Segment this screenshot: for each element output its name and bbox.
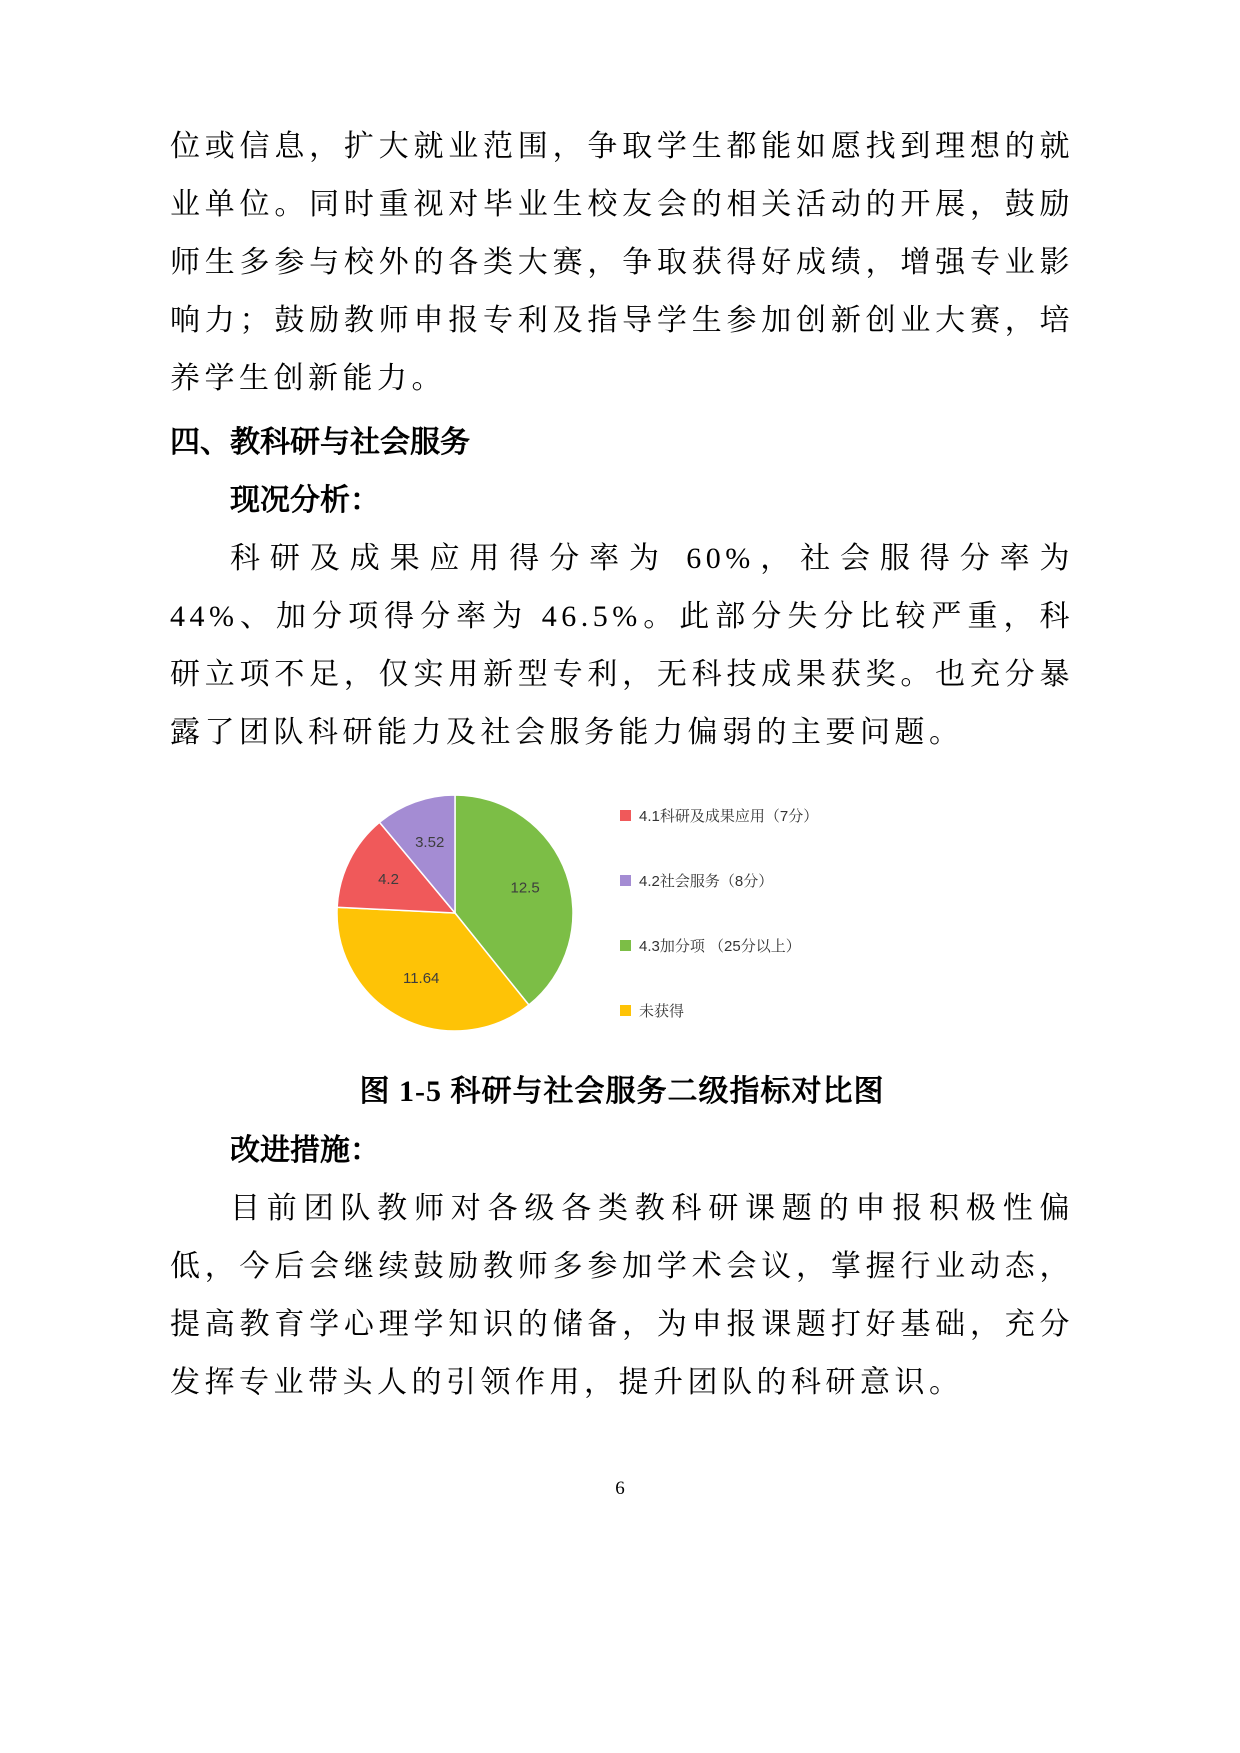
pie-slice-value-label: 4.2 (378, 870, 399, 888)
pie-chart (330, 788, 580, 1038)
pie-slice-value-label: 12.5 (510, 879, 540, 897)
legend-item (620, 870, 818, 891)
legend-label: 未获得 (639, 1003, 685, 1020)
legend-item (620, 1000, 818, 1021)
paragraph-improvement: 目前团队教师对各级各类教科研课题的申报积极性偏低，今后会继续鼓励教师多参加学术会议，掌握行业动态，提高教育学心理学知识的储备，为申报课题打好基础，充分发挥专业带头人的引领作用，提升团队的科研意识。 (170, 1192, 1074, 1399)
subheading-current-analysis: 现况分析： (230, 484, 380, 517)
legend-swatch (620, 875, 631, 886)
legend-label: 4.3加分项 （25分以上） (639, 938, 801, 955)
pie-slice-value-label: 11.64 (402, 970, 440, 988)
legend-item (620, 935, 818, 956)
subheading-improvement: 改进措施： (230, 1134, 380, 1167)
paragraph-employment: 位或信息，扩大就业范围，争取学生都能如愿找到理想的就业单位。同时重视对毕业生校友会的相关活动的开展，鼓励师生多参与校外的各类大赛，争取获得好成绩，增强专业影响力；鼓励教师申报专利及指导学生参加创新创业大赛，培养学生创新能力。 (170, 130, 1074, 395)
figure-caption: 图 1-5 科研与社会服务二级指标对比图 (359, 1075, 885, 1108)
chart-legend (620, 805, 818, 1021)
legend-label: 4.1科研及成果应用（7分） (639, 808, 819, 825)
legend-swatch (620, 810, 631, 821)
legend-swatch (620, 940, 631, 951)
page-number: 6 (615, 1478, 625, 1499)
legend-swatch (620, 1005, 631, 1016)
legend-label: 4.2社会服务（8分） (639, 873, 774, 890)
paragraph-analysis: 科研及成果应用得分率为 60%，社会服得分率为 44%、加分项得分率为 46.5%。此部分失分比较严重，科研立项不足，仅实用新型专利，无科技成果获奖。也充分暴露了团队科研能力及社会服务能力偏弱的主要问题。 (170, 542, 1074, 749)
legend-item (620, 805, 818, 826)
section-heading-4: 四、教科研与社会服务 (170, 426, 470, 459)
pie-slice-value-label: 3.52 (415, 834, 445, 852)
pie-chart-figure (330, 788, 1074, 1038)
